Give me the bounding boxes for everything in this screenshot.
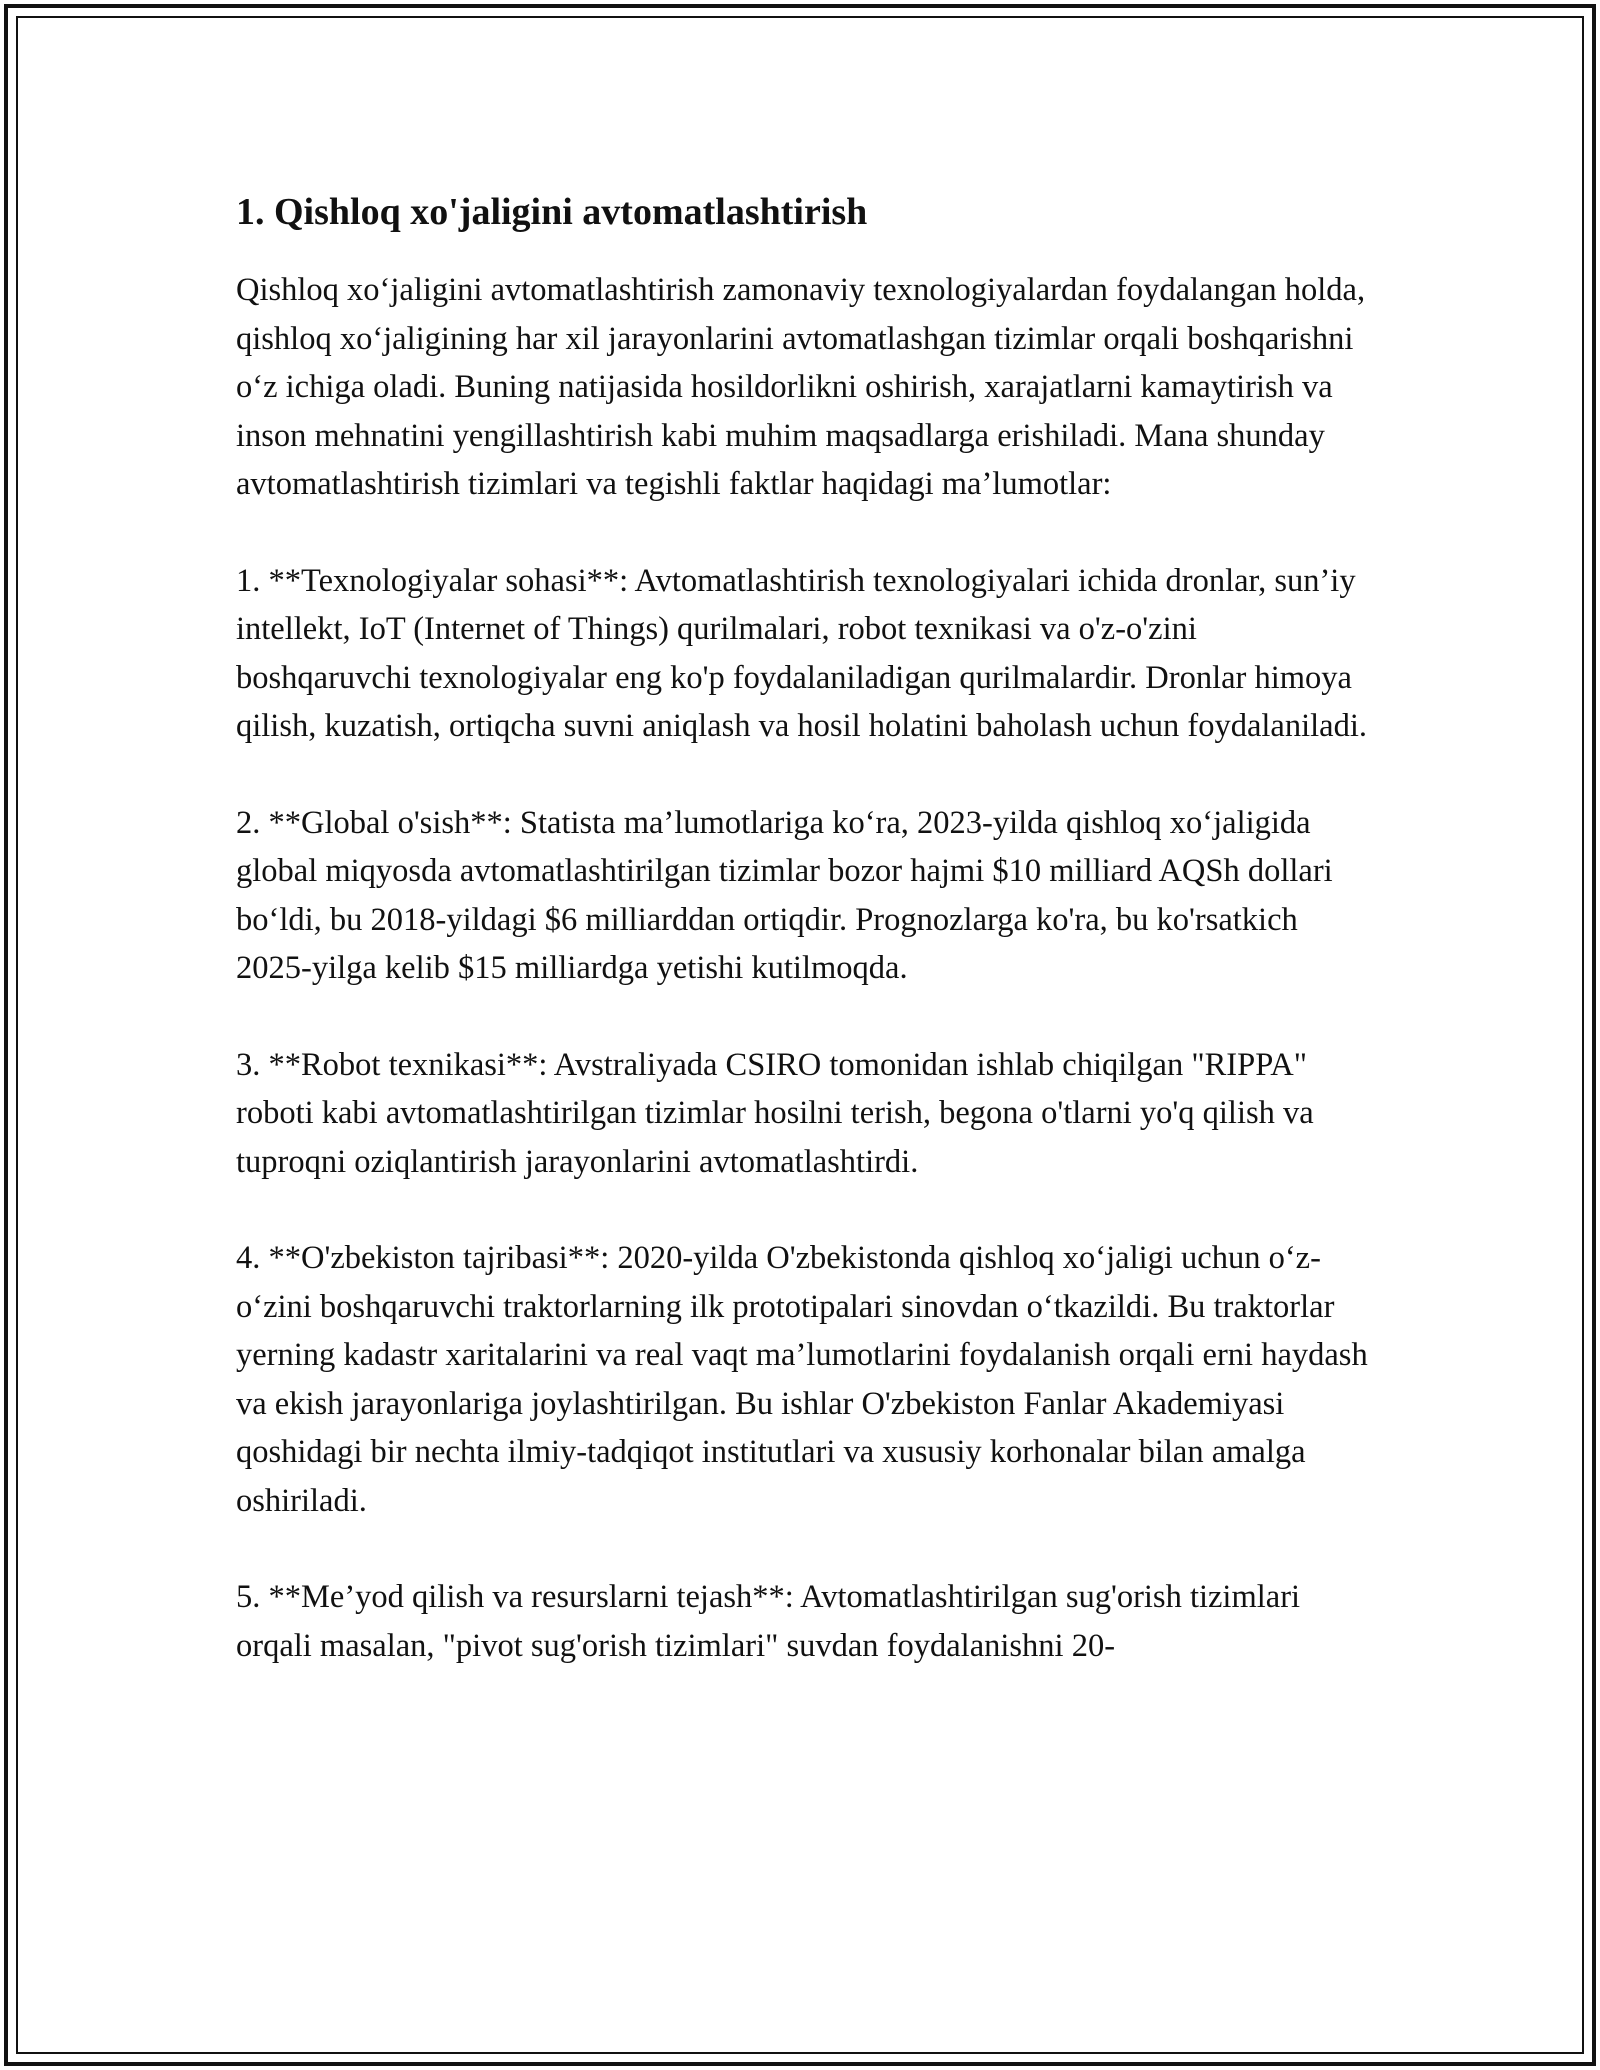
intro-paragraph: Qishloq xo‘jaligini avtomatlashtirish zamonaviy texnologiyalardan foydalangan holda, qishloq xo‘jaligining har xil jarayonlarini avtomatlashgan tizimlar orqali boshqarishni o‘z ichiga oladi. Buning natijasida hosildorlikni oshirish, xarajatlarni kamaytirish va inson mehnatini yengillashtirish kabi muhim maqsadlarga erishiladi. Mana shunday avtomatlashtirish tizimlari va tegishli faktlar haqidagi ma’lumotlar: [236,272,1366,502]
point-resource-saving-paragraph: 5. **Me’yod qilish va resurslarni tejash**: Avtomatlashtirilgan sug'orish tizimlari orqali masalan, "pivot sug'orish tizimlari" suvdan foydalanishni 20- [236,1579,1301,1664]
section-heading: 1. Qishloq xo'jaligini avtomatlashtirish [236,191,868,233]
point-robotics-paragraph: 3. **Robot texnikasi**: Avstraliyada CSIRO tomonidan ishlab chiqilgan "RIPPA" roboti kabi avtomatlashtirilgan tizimlar hosilni terish, begona o'tlarni yo'q qilish va tuproqni oziqlantirish jarayonlarini avtomatlashtirdi. [236,1046,1314,1180]
point-technologies-paragraph: 1. **Texnologiyalar sohasi**: Avtomatlashtirish texnologiyalari ichida dronlar, sun’iy intellekt, IoT (Internet of Things) qurilmalari, robot texnikasi va o'z-o'zini boshqaruvchi texnologiyalar eng ko'p foydalaniladigan qurilmalardir. Dronlar himoya qilish, kuzatish, ortiqcha suvni aniqlash va hosil holatini baholash uchun foydalaniladi. [236,562,1367,744]
point-global-growth-paragraph: 2. **Global o'sish**: Statista ma’lumotlariga ko‘ra, 2023-yilda qishloq xo‘jaligida global miqyosda avtomatlashtirilgan tizimlar bozor hajmi $10 milliard AQSh dollari bo‘ldi, bu 2018-yildagi $6 milliarddan ortiqdir. Prognozlarga ko'ra, bu ko'rsatkich 2025-yilga kelib $15 milliardga yetishi kutilmoqda. [236,804,1333,986]
point-uzbekistan-paragraph: 4. **O'zbekiston tajribasi**: 2020-yilda O'zbekistonda qishloq xo‘jaligi uchun o‘z-o‘zini boshqaruvchi traktorlarning ilk prototipalari sinovdan o‘tkazildi. Bu traktorlar yerning kadastr xaritalarini va real vaqt ma’lumotlarini foydalanish orqali erni haydash va ekish jarayonlariga joylashtirilgan. Bu ishlar O'zbekiston Fanlar Akademiyasi qoshidagi bir nechta ilmiy-tadqiqot institutlari va xususiy korhonalar bilan amalga oshiriladi. [236,1240,1368,1519]
document-body [236,186,1376,1718]
